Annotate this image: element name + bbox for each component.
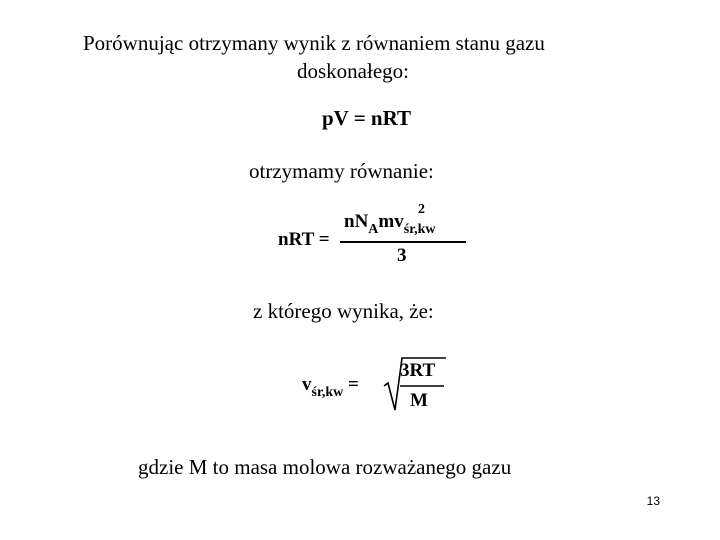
where-text: gdzie M to masa molowa rozważanego gazu — [138, 455, 512, 479]
lhs-main: v — [302, 374, 312, 395]
equation-vrms-numerator: 3RT — [400, 360, 436, 381]
intro-text-line1: Porównując otrzymany wynik z równaniem stanu gazu — [83, 31, 545, 55]
equation-nrt-lhs: nRT = — [278, 229, 330, 250]
num-v: mv — [378, 211, 404, 232]
num-vsub: śr,kw — [403, 222, 436, 237]
equation-vrms-lhs — [302, 374, 359, 400]
num-sub: A — [368, 222, 379, 237]
mid-text: otrzymamy równanie: — [249, 159, 434, 183]
equation-ideal-gas: pV = nRT — [322, 106, 412, 130]
equation-vrms-denominator: M — [410, 390, 428, 411]
lhs-sub: śr,kw — [311, 385, 344, 400]
fraction-bar — [340, 241, 466, 243]
num-main: nN — [344, 211, 369, 232]
equation-vrms — [302, 352, 462, 422]
equation-nrt-square: 2 — [418, 202, 425, 217]
equation-nrt — [276, 202, 476, 275]
lhs-equals: = — [348, 374, 359, 395]
intro-text-line2: doskonałego: — [297, 59, 409, 83]
page-number: 13 — [646, 494, 660, 508]
equation-nrt-denominator: 3 — [397, 245, 407, 266]
from-text: z którego wynika, że: — [253, 299, 434, 323]
